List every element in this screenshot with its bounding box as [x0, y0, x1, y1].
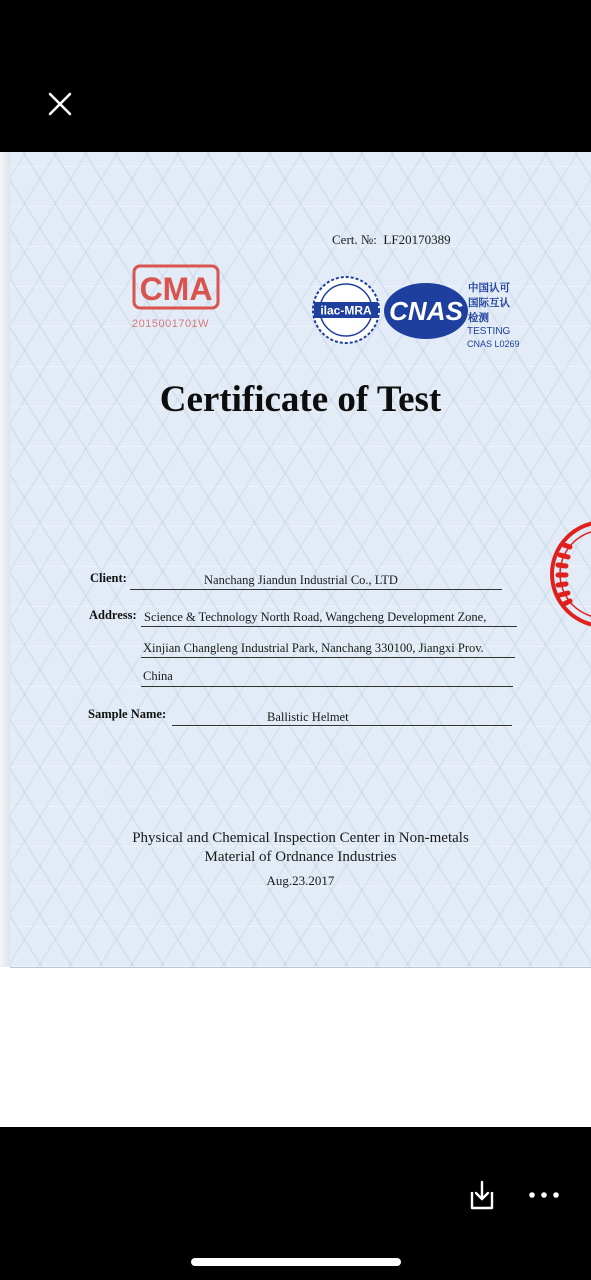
cnas-logo-text: CNAS — [389, 296, 463, 326]
home-indicator[interactable] — [191, 1258, 401, 1266]
viewer-top-bar — [0, 0, 591, 152]
sample-value: Ballistic Helmet — [267, 710, 349, 724]
ilac-logo-text: ilac-MRA — [320, 303, 372, 318]
address-underline2 — [141, 657, 515, 658]
cnas-cn-line1: 中国认可 — [468, 282, 510, 294]
cma-logo-icon — [132, 264, 220, 310]
address-underline3 — [141, 686, 513, 687]
address-underline1 — [141, 626, 517, 627]
cnas-cn-line2: 国际互认 — [468, 297, 510, 309]
cnas-code: CNAS L0269 — [467, 339, 520, 349]
download-button[interactable] — [466, 1178, 498, 1212]
more-options-button[interactable] — [526, 1182, 562, 1208]
close-icon — [40, 84, 80, 124]
address-line2: Xinjian Changleng Industrial Park, Nanchang 330100, Jiangxi Prov. — [143, 641, 484, 655]
cnas-cn-line3: 检测 — [468, 312, 489, 324]
issuer-line1: Physical and Chemical Inspection Center in Non-metals — [132, 830, 469, 846]
more-horizontal-icon — [526, 1182, 562, 1208]
sample-underline — [172, 725, 512, 726]
ilac-mra-logo-icon — [310, 274, 382, 346]
certificate-number — [332, 232, 451, 248]
red-seal-icon — [546, 517, 591, 632]
sample-label: Sample Name: — [88, 707, 167, 721]
address-line1: Science & Technology North Road, Wangcheng Development Zone, — [144, 610, 487, 624]
certificate-page — [10, 152, 591, 968]
page-title: Certificate of Test — [159, 379, 442, 420]
close-button[interactable] — [40, 84, 80, 124]
cert-no-value: LF20170389 — [383, 232, 451, 247]
image-viewer — [0, 152, 591, 1127]
client-label: Client: — [90, 571, 127, 585]
issuer-line2: Material of Ordnance Industries — [204, 849, 397, 865]
download-icon — [466, 1178, 498, 1212]
page-edge — [0, 152, 10, 967]
address-line3: China — [143, 669, 173, 683]
cert-no-label: Cert. №: — [332, 232, 377, 247]
cma-logo-text: CMA — [139, 271, 213, 307]
cma-number: 2015001701W — [132, 318, 210, 330]
client-underline — [130, 589, 502, 590]
client-value: Nanchang Jiandun Industrial Co., LTD — [204, 573, 398, 587]
address-label: Address: — [89, 608, 137, 622]
cnas-logo-icon — [382, 280, 470, 342]
issue-date: Aug.23.2017 — [266, 873, 335, 888]
cnas-testing: TESTING — [467, 326, 511, 337]
